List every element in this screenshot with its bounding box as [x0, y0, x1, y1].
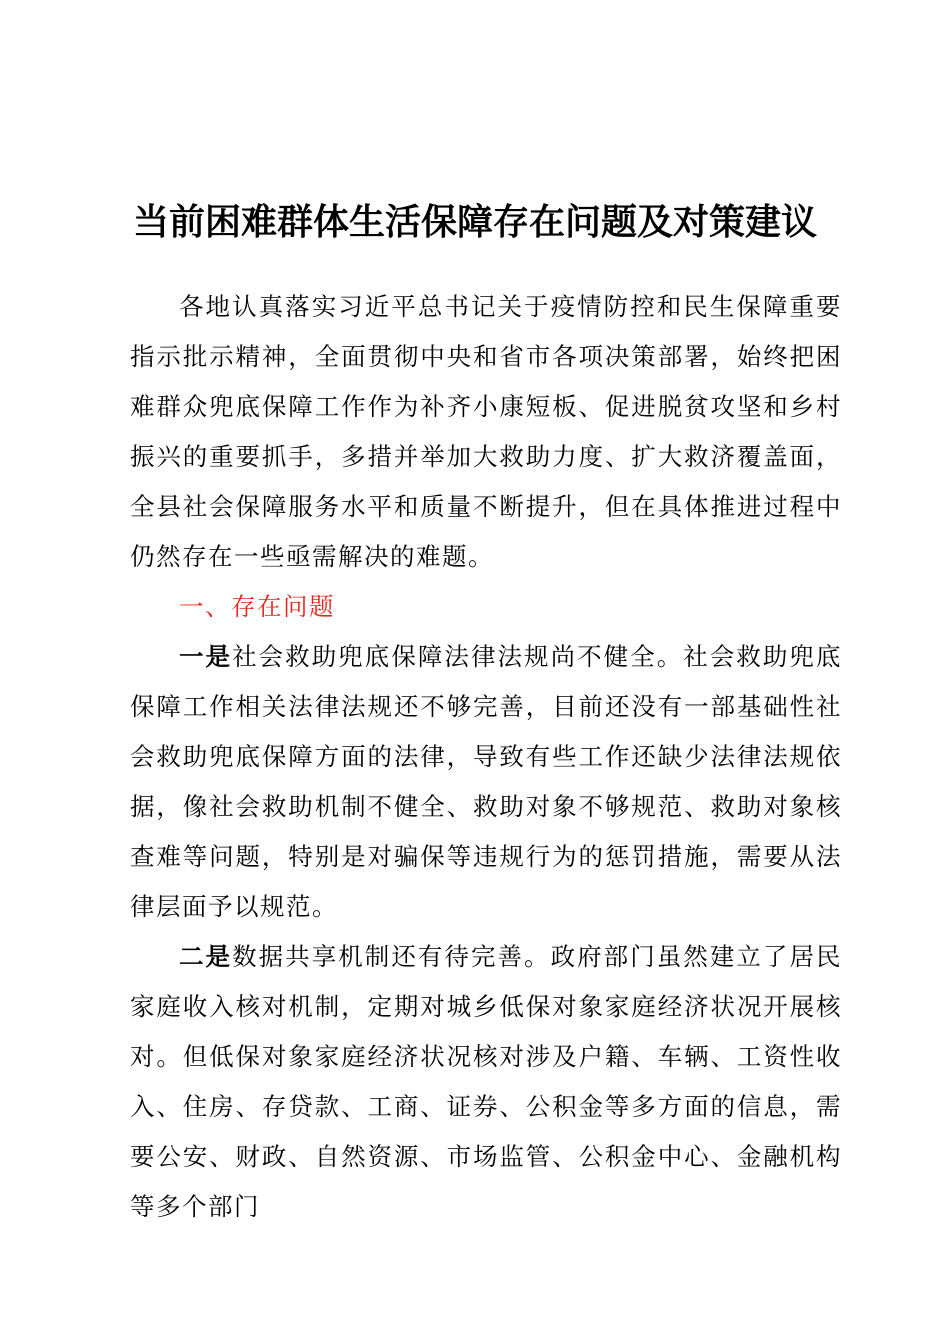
point-paragraph-2: [130, 932, 842, 1232]
point-lead-2: 二是: [179, 942, 233, 971]
document-title: 当前困难群体生活保障存在问题及对策建议: [132, 201, 817, 243]
point-paragraph-1: [130, 632, 842, 932]
point-text-1: 社会救助兜底保障法律法规尚不健全。社会救助兜底保障工作相关法律法规还不够完善，目前还没有一部基础性社会救助兜底保障方面的法律，导致有些工作还缺少法律法规依据，像社会救助机制不健全、救助对象不够规范、救助对象核查难等问题，特别是对骗保等违规行为的惩罚措施，需要从法律层面予以规范。: [130, 642, 843, 921]
intro-paragraph: 各地认真落实习近平总书记关于疫情防控和民生保障重要指示批示精神，全面贯彻中央和省市各项决策部署，始终把困难群众兜底保障工作作为补齐小康短板、促进脱贫攻坚和乡村振兴的重要抓手，多措并举加大救助力度、扩大救济覆盖面，全县社会保障服务水平和质量不断提升，但在具体推进过程中仍然存在一些亟需解决的难题。: [130, 292, 842, 571]
document-body: [130, 282, 842, 1232]
point-lead-1: 一是: [179, 642, 233, 671]
point-text-2: 数据共享机制还有待完善。政府部门虽然建立了居民家庭收入核对机制，定期对城乡低保对象家庭经济状况开展核对。但低保对象家庭经济状况核对涉及户籍、车辆、工资性收入、住房、存贷款、工商、证券、公积金等多方面的信息，需要公安、财政、自然资源、市场监管、公积金中心、金融机构等多个部门: [130, 942, 843, 1221]
section-heading-problems: 一、存在问题: [179, 592, 335, 621]
